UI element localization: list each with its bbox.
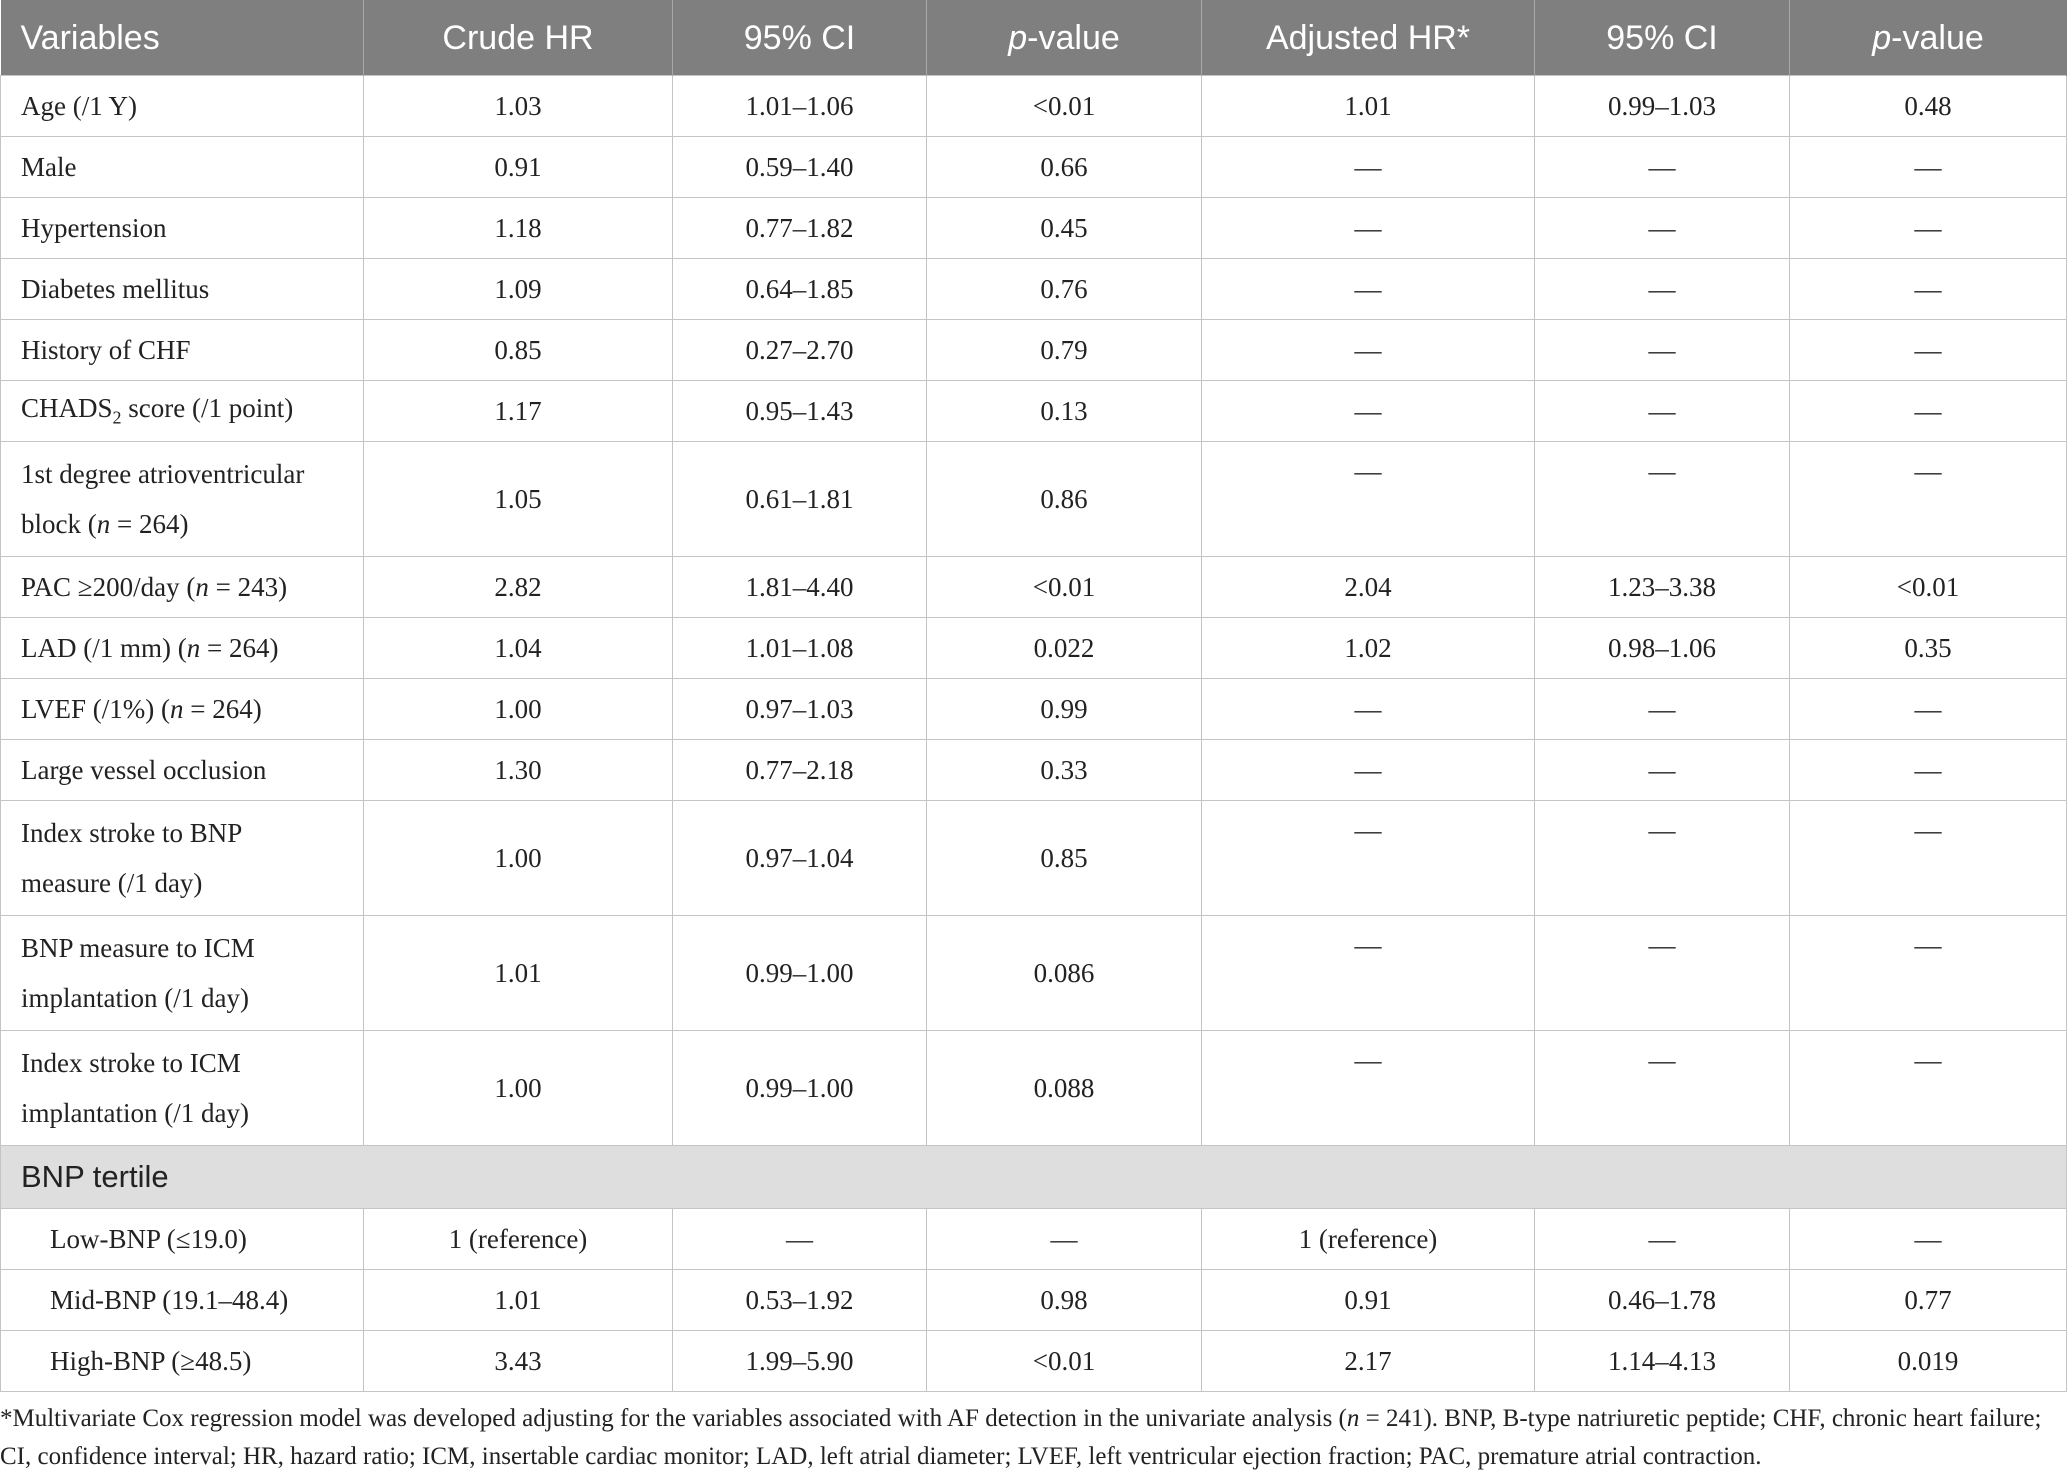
cell-crude-p: 0.79 bbox=[927, 320, 1202, 381]
cell-adj-p: <0.01 bbox=[1790, 557, 2067, 618]
cell-adj-p: — bbox=[1790, 320, 2067, 381]
table-row bbox=[1, 442, 2067, 557]
cell-crude-p: 0.45 bbox=[927, 198, 1202, 259]
cell-adj-ci: — bbox=[1535, 259, 1790, 320]
cell-crude-ci: 1.99–5.90 bbox=[673, 1331, 927, 1392]
cell-adj-p: — bbox=[1790, 1031, 2067, 1146]
cell-crude-hr: 0.85 bbox=[364, 320, 673, 381]
row-label: $CHADS_2$ score (/1 point) bbox=[1, 381, 364, 442]
cell-crude-ci: 0.61–1.81 bbox=[673, 442, 927, 557]
cell-adj-p: — bbox=[1790, 381, 2067, 442]
cell-adj-p: — bbox=[1790, 198, 2067, 259]
cell-adj-hr: — bbox=[1202, 198, 1535, 259]
table-row bbox=[1, 137, 2067, 198]
cell-adj-hr: 1 (reference) bbox=[1202, 1209, 1535, 1270]
cell-crude-hr: 1.00 bbox=[364, 1031, 673, 1146]
cell-crude-hr: 1.01 bbox=[364, 1270, 673, 1331]
table-row bbox=[1, 916, 2067, 1031]
cell-adj-ci: — bbox=[1535, 679, 1790, 740]
cell-crude-ci: 0.27–2.70 bbox=[673, 320, 927, 381]
cell-adj-ci: — bbox=[1535, 381, 1790, 442]
cell-adj-hr: 0.91 bbox=[1202, 1270, 1535, 1331]
cell-crude-p: 0.98 bbox=[927, 1270, 1202, 1331]
row-label: LAD (/1 mm) (n = 264) bbox=[1, 618, 364, 679]
cell-adj-hr: — bbox=[1202, 1031, 1535, 1146]
cell-crude-p: 0.99 bbox=[927, 679, 1202, 740]
cell-adj-ci: 1.23–3.38 bbox=[1535, 557, 1790, 618]
cell-crude-hr: 1.09 bbox=[364, 259, 673, 320]
cell-adj-ci: — bbox=[1535, 1031, 1790, 1146]
cell-crude-ci: 0.77–2.18 bbox=[673, 740, 927, 801]
header-crude-hr: Crude HR bbox=[364, 1, 673, 76]
cell-adj-ci: — bbox=[1535, 916, 1790, 1031]
cell-adj-ci: — bbox=[1535, 320, 1790, 381]
cell-crude-hr: 1.03 bbox=[364, 76, 673, 137]
header-adjusted-ci: 95% CI bbox=[1535, 1, 1790, 76]
cell-adj-p: — bbox=[1790, 916, 2067, 1031]
cell-adj-ci: 0.46–1.78 bbox=[1535, 1270, 1790, 1331]
cell-crude-ci: 0.99–1.00 bbox=[673, 1031, 927, 1146]
row-label: Large vessel occlusion bbox=[1, 740, 364, 801]
row-label: High-BNP (≥48.5) bbox=[1, 1331, 364, 1392]
cell-crude-hr: 0.91 bbox=[364, 137, 673, 198]
table-row bbox=[1, 76, 2067, 137]
cell-crude-p: 0.13 bbox=[927, 381, 1202, 442]
cell-adj-p: 0.48 bbox=[1790, 76, 2067, 137]
cell-adj-p: — bbox=[1790, 801, 2067, 916]
row-label: Index stroke to ICM implantation (/1 day) bbox=[1, 1031, 364, 1146]
cell-adj-hr: — bbox=[1202, 801, 1535, 916]
cell-adj-p: 0.019 bbox=[1790, 1331, 2067, 1392]
section-label: BNP tertile bbox=[1, 1146, 2067, 1209]
cell-crude-ci: 0.59–1.40 bbox=[673, 137, 927, 198]
cell-adj-p: — bbox=[1790, 137, 2067, 198]
table-row bbox=[1, 740, 2067, 801]
cell-crude-p: <0.01 bbox=[927, 76, 1202, 137]
cell-crude-ci: 1.01–1.08 bbox=[673, 618, 927, 679]
header-crude-p: p-value bbox=[927, 1, 1202, 76]
cell-adj-ci: 1.14–4.13 bbox=[1535, 1331, 1790, 1392]
row-label: Hypertension bbox=[1, 198, 364, 259]
row-label: Index stroke to BNP measure (/1 day) bbox=[1, 801, 364, 916]
header-row bbox=[1, 1, 2067, 76]
row-label: LVEF (/1%) (n = 264) bbox=[1, 679, 364, 740]
cell-adj-hr: — bbox=[1202, 740, 1535, 801]
row-label: 1st degree atrioventricular block (n = 264) bbox=[1, 442, 364, 557]
table-row bbox=[1, 381, 2067, 442]
row-label: History of CHF bbox=[1, 320, 364, 381]
table-row bbox=[1, 801, 2067, 916]
cell-crude-p: 0.33 bbox=[927, 740, 1202, 801]
cell-crude-hr: 1.01 bbox=[364, 916, 673, 1031]
cell-adj-ci: — bbox=[1535, 137, 1790, 198]
cell-crude-hr: 1.18 bbox=[364, 198, 673, 259]
cell-adj-ci: — bbox=[1535, 801, 1790, 916]
header-adjusted-hr: Adjusted HR* bbox=[1202, 1, 1535, 76]
table-row bbox=[1, 1270, 2067, 1331]
cell-adj-p: — bbox=[1790, 740, 2067, 801]
cell-adj-hr: 1.01 bbox=[1202, 76, 1535, 137]
table-footnote: *Multivariate Cox regression model was developed adjusting for the variables associated with AF detection in the univariate analysis (n = 241). BNP, B-type natriuretic peptide; CHF, chronic heart failure; CI, confidence interval; HR, hazard ratio; ICM, insertable cardiac monitor; LAD, left atrial diameter; LVEF, left ventricular ejection fraction; PAC, premature atrial contraction. bbox=[0, 1405, 2042, 1470]
cell-crude-ci: 0.97–1.04 bbox=[673, 801, 927, 916]
cell-crude-p: 0.086 bbox=[927, 916, 1202, 1031]
cell-adj-hr: 2.17 bbox=[1202, 1331, 1535, 1392]
cell-adj-hr: — bbox=[1202, 381, 1535, 442]
cell-crude-hr: 1.00 bbox=[364, 801, 673, 916]
cell-adj-p: 0.77 bbox=[1790, 1270, 2067, 1331]
cell-adj-ci: — bbox=[1535, 442, 1790, 557]
cell-crude-hr: 3.43 bbox=[364, 1331, 673, 1392]
cell-adj-p: — bbox=[1790, 259, 2067, 320]
cell-adj-p: — bbox=[1790, 679, 2067, 740]
table-row bbox=[1, 679, 2067, 740]
cell-adj-hr: — bbox=[1202, 442, 1535, 557]
table-row bbox=[1, 1331, 2067, 1392]
cell-crude-ci: 1.81–4.40 bbox=[673, 557, 927, 618]
row-label: Low-BNP (≤19.0) bbox=[1, 1209, 364, 1270]
table-row bbox=[1, 1031, 2067, 1146]
cell-crude-ci: 0.97–1.03 bbox=[673, 679, 927, 740]
row-label: Diabetes mellitus bbox=[1, 259, 364, 320]
cell-adj-ci: — bbox=[1535, 1209, 1790, 1270]
cell-adj-ci: 0.99–1.03 bbox=[1535, 76, 1790, 137]
cell-adj-hr: — bbox=[1202, 679, 1535, 740]
cell-crude-ci: 0.64–1.85 bbox=[673, 259, 927, 320]
cell-crude-p: 0.86 bbox=[927, 442, 1202, 557]
section-row bbox=[1, 1146, 2067, 1209]
cell-adj-hr: — bbox=[1202, 137, 1535, 198]
cell-crude-p: 0.088 bbox=[927, 1031, 1202, 1146]
cell-adj-hr: — bbox=[1202, 916, 1535, 1031]
cell-crude-ci: 0.53–1.92 bbox=[673, 1270, 927, 1331]
cell-adj-p: 0.35 bbox=[1790, 618, 2067, 679]
cell-adj-hr: — bbox=[1202, 259, 1535, 320]
cell-crude-hr: 1.00 bbox=[364, 679, 673, 740]
cell-crude-ci: 0.99–1.00 bbox=[673, 916, 927, 1031]
cell-adj-p: — bbox=[1790, 1209, 2067, 1270]
cell-adj-p: — bbox=[1790, 442, 2067, 557]
cell-crude-p: 0.85 bbox=[927, 801, 1202, 916]
cell-crude-ci: 1.01–1.06 bbox=[673, 76, 927, 137]
cell-crude-hr: 1.04 bbox=[364, 618, 673, 679]
cell-crude-p: <0.01 bbox=[927, 1331, 1202, 1392]
cell-adj-hr: — bbox=[1202, 320, 1535, 381]
row-label: BNP measure to ICM implantation (/1 day) bbox=[1, 916, 364, 1031]
cell-crude-p: 0.022 bbox=[927, 618, 1202, 679]
cell-crude-hr: 1.05 bbox=[364, 442, 673, 557]
table-row bbox=[1, 1209, 2067, 1270]
table-row bbox=[1, 320, 2067, 381]
cell-adj-ci: 0.98–1.06 bbox=[1535, 618, 1790, 679]
cell-crude-p: — bbox=[927, 1209, 1202, 1270]
cell-crude-ci: 0.77–1.82 bbox=[673, 198, 927, 259]
cell-crude-hr: 1 (reference) bbox=[364, 1209, 673, 1270]
cell-crude-hr: 2.82 bbox=[364, 557, 673, 618]
row-label: PAC ≥200/day (n = 243) bbox=[1, 557, 364, 618]
cell-adj-hr: 1.02 bbox=[1202, 618, 1535, 679]
cell-crude-p: 0.76 bbox=[927, 259, 1202, 320]
cell-crude-p: 0.66 bbox=[927, 137, 1202, 198]
table-row bbox=[1, 618, 2067, 679]
row-label: Mid-BNP (19.1–48.4) bbox=[1, 1270, 364, 1331]
header-adjusted-p: p-value bbox=[1790, 1, 2067, 76]
cell-crude-p: <0.01 bbox=[927, 557, 1202, 618]
cell-adj-ci: — bbox=[1535, 740, 1790, 801]
cell-crude-hr: 1.17 bbox=[364, 381, 673, 442]
cell-crude-ci: — bbox=[673, 1209, 927, 1270]
row-label: Age (/1 Y) bbox=[1, 76, 364, 137]
table-row bbox=[1, 259, 2067, 320]
header-variables: Variables bbox=[1, 1, 364, 76]
table-row bbox=[1, 198, 2067, 259]
cell-adj-hr: 2.04 bbox=[1202, 557, 1535, 618]
header-crude-ci: 95% CI bbox=[673, 1, 927, 76]
cell-crude-hr: 1.30 bbox=[364, 740, 673, 801]
cell-adj-ci: — bbox=[1535, 198, 1790, 259]
table-row bbox=[1, 557, 2067, 618]
cell-crude-ci: 0.95–1.43 bbox=[673, 381, 927, 442]
row-label: Male bbox=[1, 137, 364, 198]
